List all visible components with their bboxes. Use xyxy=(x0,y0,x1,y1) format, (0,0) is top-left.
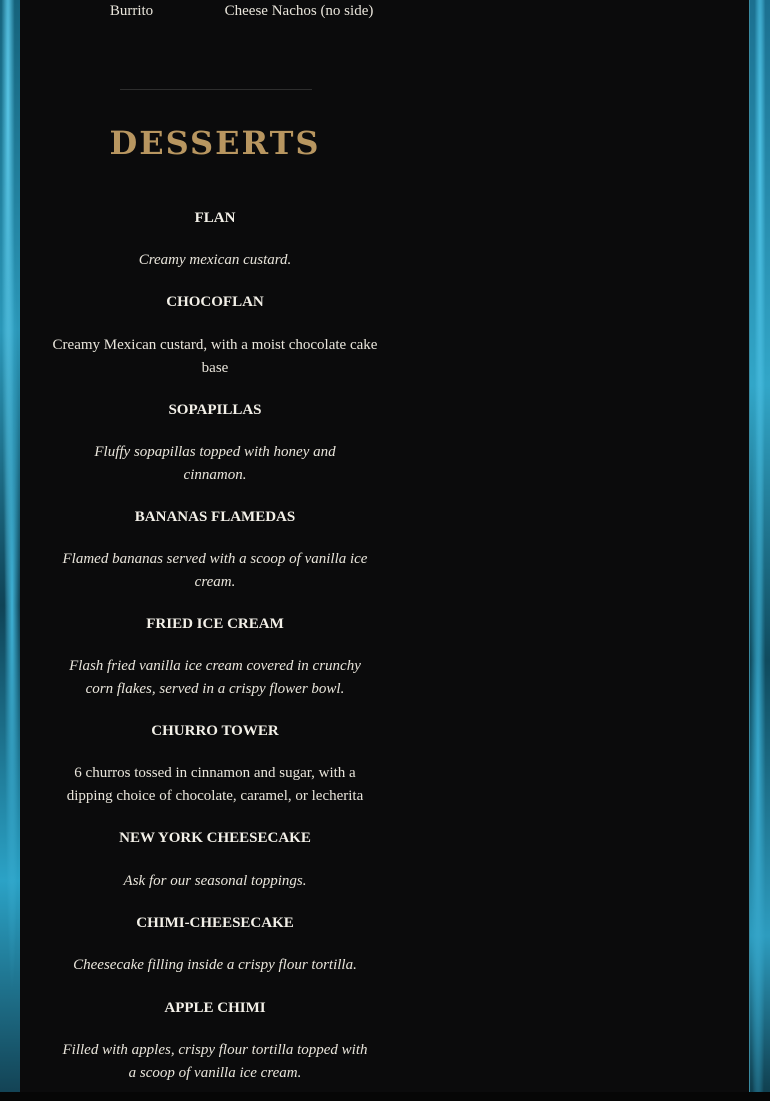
menu-panel xyxy=(20,0,750,1092)
menu-item-description: Filled with apples, crispy flour tortilla topped with a scoop of vanilla ice cream. xyxy=(62,1042,368,1081)
menu-item-description: Creamy Mexican custard, with a moist chocolate cake base xyxy=(52,337,378,376)
menu-item-description: Ask for our seasonal toppings. xyxy=(123,873,307,889)
menu-item-name: SOPAPILLAS xyxy=(168,402,262,418)
menu-item-description: Creamy mexican custard. xyxy=(138,252,292,268)
menu-item-description: Flash fried vanilla ice cream covered in crunchy corn flakes, served in a crispy flower bowl. xyxy=(69,658,361,697)
background-right-image xyxy=(750,0,770,1101)
menu-item-name: FLAN xyxy=(194,210,236,226)
menu-item-description: 6 churros tossed in cinnamon and sugar, with a dipping choice of chocolate, caramel, or lecherita xyxy=(66,765,364,804)
menu-item-name: FRIED ICE CREAM xyxy=(146,616,284,632)
menu-item-name: CHURRO TOWER xyxy=(151,723,279,739)
section-divider xyxy=(120,89,312,90)
menu-item-name: CHIMI-CHEESECAKE xyxy=(136,915,294,931)
previous-item-name: Burrito xyxy=(109,3,154,19)
background-left-image xyxy=(0,0,20,1101)
menu-item-description: Cheesecake filling inside a crispy flour tortilla. xyxy=(73,957,357,973)
bottom-bar xyxy=(0,1092,770,1101)
menu-item-description: Fluffy sopapillas topped with honey and cinnamon. xyxy=(94,444,336,483)
menu-item-name: APPLE CHIMI xyxy=(164,1000,266,1016)
menu-item-description: Flamed bananas served with a scoop of vanilla ice cream. xyxy=(62,551,368,590)
menu-item-name: CHOCOFLAN xyxy=(166,294,264,310)
menu-item-name: NEW YORK CHEESECAKE xyxy=(119,830,311,846)
section-title: DESSERTS xyxy=(109,124,321,162)
previous-item-name: Cheese Nachos (no side) xyxy=(224,3,374,19)
menu-item-name: BANANAS FLAMEDAS xyxy=(134,509,296,525)
